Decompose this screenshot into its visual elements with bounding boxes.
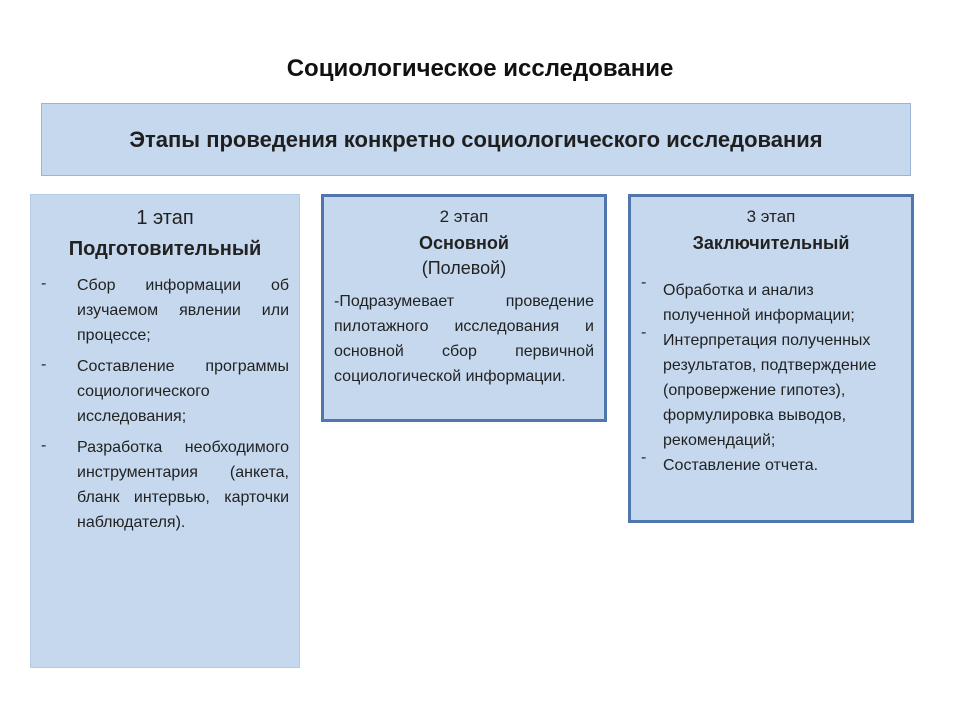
list-item: [41, 354, 289, 429]
list-item: [41, 273, 289, 348]
stage-1-number: 1 этап: [136, 207, 194, 229]
stage-3-name: Заключительный: [692, 233, 850, 253]
list-item-text: Составление программы социологического исследования;: [77, 358, 289, 425]
bullet-dash: -: [41, 356, 47, 373]
list-item: [641, 274, 901, 328]
stage-2-box: [321, 194, 607, 422]
stages-header-box: [41, 103, 911, 176]
list-item-text: Составление отчета.: [663, 457, 819, 474]
stage-2-subtitle: (Полевой): [421, 258, 507, 278]
bullet-dash: -: [641, 449, 647, 466]
bullet-dash: -: [41, 437, 47, 454]
stage-1-box: [30, 194, 300, 668]
stage-3-box: [628, 194, 914, 523]
bullet-dash: -: [41, 275, 47, 292]
stage-1-name: Подготовительный: [68, 238, 262, 260]
page-title: Социологическое исследование: [286, 55, 674, 82]
stage-1-list: [41, 273, 289, 535]
stage-2-description: -Подразумевает проведение пилотажного исследования и основной сбор первичной социологической информации.: [334, 293, 594, 385]
bullet-dash: -: [641, 274, 647, 291]
bullet-dash: -: [641, 324, 647, 341]
list-item-text: Разработка необходимого инструментария (анкета, бланк интервью, карточки наблюдателя).: [77, 439, 289, 531]
list-item: [641, 449, 901, 478]
stage-3-list: [641, 274, 901, 478]
list-item-text: Интерпретация полученных результатов, подтверждение (опровержение гипотез), формулировка выводов, рекомендаций;: [663, 332, 877, 449]
list-item: [641, 324, 901, 453]
stage-3-number: 3 этап: [746, 207, 796, 226]
stage-2-name: Основной: [419, 233, 509, 253]
stages-header-label: Этапы проведения конкретно социологического исследования: [129, 126, 823, 152]
stage-2-number: 2 этап: [439, 207, 489, 226]
list-item: [41, 435, 289, 535]
list-item-text: Сбор информации об изучаемом явлении или процессе;: [77, 277, 289, 344]
list-item-text: Обработка и анализ полученной информации;: [663, 282, 855, 324]
